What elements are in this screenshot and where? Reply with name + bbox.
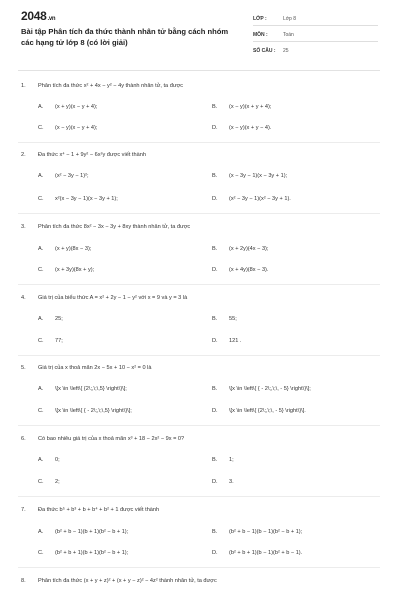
option-letter: B. xyxy=(212,529,218,535)
option-letter: C. xyxy=(38,125,44,131)
option-text: (x − y)(x + y − 4). xyxy=(229,125,272,131)
option-text: (x − y)(x + y + 4); xyxy=(229,104,272,110)
option-text: \[x \in \left\{ {2\;,\;\,5} \right\}\]; xyxy=(55,386,127,392)
option-text: \[x \in \left\{ {2\;,\;\, - 5} \right\}\]. xyxy=(229,408,306,414)
option-text: 0; xyxy=(55,457,60,463)
option-letter: D. xyxy=(212,196,218,202)
question-stem: Phân tích đa thức 8x² − 3x − 3y + 8xy thành nhân tử, ta được xyxy=(38,224,191,230)
option-letter: D. xyxy=(212,550,218,556)
answer-option[interactable] xyxy=(212,457,234,463)
option-letter: B. xyxy=(212,173,218,179)
header xyxy=(0,0,400,66)
answer-option[interactable] xyxy=(212,479,234,485)
option-letter: C. xyxy=(38,338,44,344)
meta-divider xyxy=(253,41,378,42)
answer-option[interactable] xyxy=(38,104,97,110)
option-letter: A. xyxy=(38,246,44,252)
question-stem: Có bao nhiêu giá trị của x thoả mãn x³ + 18 − 2x² − 9x = 0? xyxy=(38,436,185,442)
answer-option[interactable] xyxy=(38,196,118,202)
option-letter: C. xyxy=(38,408,44,414)
option-letter: C. xyxy=(38,196,44,202)
question-stem: Giá trị của biểu thức A = x² + 2y − 1 − y² với x = 9 và y = 3 là xyxy=(38,295,188,301)
option-text: (x + 2y)(4x − 3); xyxy=(229,246,269,252)
option-text: (b² + b − 1)(b − 1)(b² − b + 1); xyxy=(229,529,303,535)
question-stem: Phân tích đa thức (x + y + z)² + (x + y − z)² − 4z² thành nhân tử, ta được xyxy=(38,578,217,584)
question-number: 5. xyxy=(21,365,26,371)
option-letter: C. xyxy=(38,267,44,273)
header-divider xyxy=(18,70,380,71)
answer-option[interactable] xyxy=(212,338,241,344)
option-letter: A. xyxy=(38,457,44,463)
question-number: 7. xyxy=(21,507,26,513)
question-number: 2. xyxy=(21,152,26,158)
question-number: 4. xyxy=(21,295,26,301)
option-text: (x + y)(x − y + 4); xyxy=(55,104,98,110)
option-text: (x − 3y − 1)(x − 3y + 1); xyxy=(229,173,288,179)
answer-option[interactable] xyxy=(212,104,271,110)
option-text: 3. xyxy=(229,479,234,485)
answer-option[interactable] xyxy=(212,316,237,322)
option-letter: C. xyxy=(38,479,44,485)
option-text: 77; xyxy=(55,338,63,344)
question-stem: Đa thức b⁵ + b³ + b + b⁴ + b² + 1 được viết thành xyxy=(38,507,160,513)
question-stem: Đa thức x⁴ − 1 + 9y² − 6x²y được viết thành xyxy=(38,152,146,158)
option-text: \[x \in \left\{ { - 2\;,\;\, - 5} \right\}\]; xyxy=(229,386,311,392)
question-stem: Phân tích đa thức x² + 4x − y² − 4y thành nhân tử, ta được xyxy=(38,83,184,89)
option-text: (x² − 3y − 1)(x² − 3y + 1). xyxy=(229,196,291,202)
answer-option[interactable] xyxy=(212,550,302,556)
option-letter: D. xyxy=(212,479,218,485)
question-divider xyxy=(18,284,380,285)
option-text: 121 . xyxy=(229,338,242,344)
question-number: 8. xyxy=(21,578,26,584)
option-letter: B. xyxy=(212,386,218,392)
option-letter: A. xyxy=(38,104,44,110)
option-text: 55; xyxy=(229,316,237,322)
answer-option[interactable] xyxy=(212,125,271,131)
answer-option[interactable] xyxy=(212,173,287,179)
option-letter: A. xyxy=(38,316,44,322)
option-text: \[x \in \left\{ { - 2\;,\;\,5} \right\}\]; xyxy=(55,408,132,414)
answer-option[interactable] xyxy=(212,246,268,252)
question-divider xyxy=(18,142,380,143)
answer-option[interactable] xyxy=(212,386,311,392)
option-letter: B. xyxy=(212,246,218,252)
answer-option[interactable] xyxy=(212,267,268,273)
option-letter: D. xyxy=(212,338,218,344)
option-letter: B. xyxy=(212,104,218,110)
option-text: (x² − 3y − 1)²; xyxy=(55,173,89,179)
option-text: (b² + b − 1)(b + 1)(b² − b + 1); xyxy=(55,529,129,535)
meta-subject-label: MÔN : xyxy=(253,32,268,38)
option-text: (x + y)(8x − 3); xyxy=(55,246,92,252)
option-text: 2; xyxy=(55,479,60,485)
answer-option[interactable] xyxy=(38,173,89,179)
answer-option[interactable] xyxy=(212,196,291,202)
option-letter: D. xyxy=(212,125,218,131)
answer-option[interactable] xyxy=(38,408,132,414)
option-letter: A. xyxy=(38,386,44,392)
question-divider xyxy=(18,213,380,214)
page-title: Bài tập Phân tích đa thức thành nhân tử bằng cách nhóm các hạng tử lớp 8 (có lời giải) xyxy=(21,27,229,47)
question-number: 1. xyxy=(21,83,26,89)
meta-count-label: SỐ CÂU : xyxy=(253,48,276,54)
option-letter: B. xyxy=(212,457,218,463)
question-number: 6. xyxy=(21,436,26,442)
option-letter: D. xyxy=(212,408,218,414)
answer-option[interactable] xyxy=(38,386,127,392)
site-logo[interactable] xyxy=(21,9,55,23)
answer-option[interactable] xyxy=(38,457,60,463)
answer-option[interactable] xyxy=(38,479,60,485)
option-letter: D. xyxy=(212,267,218,273)
option-text: (x + 3y)(8x + y); xyxy=(55,267,95,273)
option-text: (b² + b + 1)(b + 1)(b² − b + 1); xyxy=(55,550,129,556)
option-text: 25; xyxy=(55,316,63,322)
question-stem: Giá trị của x thoả mãn 2x − 5x + 10 − x² = 0 là xyxy=(38,365,152,371)
meta-subject-value: Toán xyxy=(283,32,294,38)
answer-option[interactable] xyxy=(38,246,91,252)
meta-count-value: 25 xyxy=(283,48,289,54)
answer-option[interactable] xyxy=(38,267,94,273)
answer-option[interactable] xyxy=(38,529,128,535)
option-letter: A. xyxy=(38,173,44,179)
answer-option[interactable] xyxy=(212,408,306,414)
answer-option[interactable] xyxy=(38,125,97,131)
question-divider xyxy=(18,355,380,356)
answer-option[interactable] xyxy=(38,338,63,344)
option-letter: B. xyxy=(212,316,218,322)
logo-suffix: .vn xyxy=(47,16,56,22)
option-text: (b² + b + 1)(b − 1)(b² + b − 1). xyxy=(229,550,303,556)
option-text: (x + 4y)(8x − 3). xyxy=(229,267,269,273)
option-text: 1; xyxy=(229,457,234,463)
answer-option[interactable] xyxy=(38,316,63,322)
question-divider xyxy=(18,496,380,497)
logo-main: 2048 xyxy=(21,9,47,23)
question-divider xyxy=(18,425,380,426)
option-text: x²(x − 3y − 1)(x − 3y + 1); xyxy=(55,196,118,202)
option-letter: C. xyxy=(38,550,44,556)
option-letter: A. xyxy=(38,529,44,535)
meta-class-label: LỚP : xyxy=(253,16,267,22)
question-number: 3. xyxy=(21,224,26,230)
question-divider xyxy=(18,567,380,568)
answer-option[interactable] xyxy=(38,550,128,556)
answer-option[interactable] xyxy=(212,529,302,535)
meta-class-value: Lớp 8 xyxy=(283,16,297,22)
option-text: (x − y)(x − y + 4); xyxy=(55,125,98,131)
meta-divider xyxy=(253,25,378,26)
